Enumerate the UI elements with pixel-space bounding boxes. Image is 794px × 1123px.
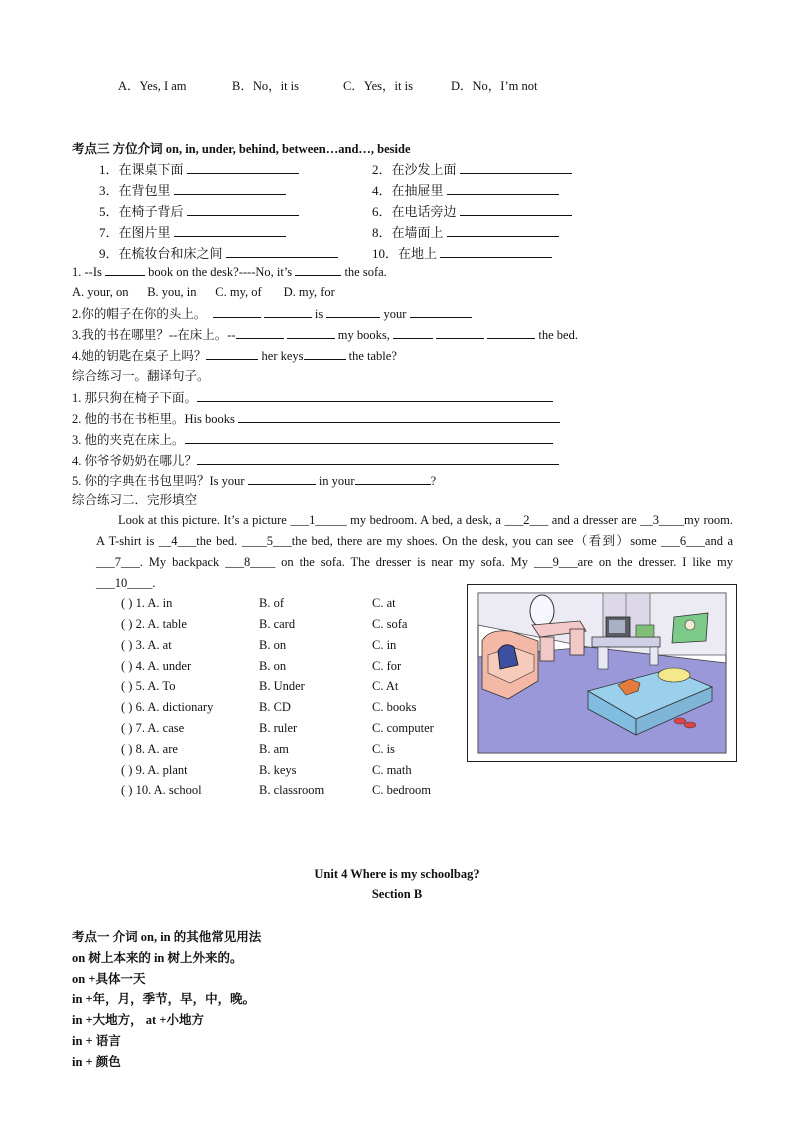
practice1-heading: 综合练习一。翻译句子。 [72,369,210,383]
usage-line: on 树上本来的 in 树上外来的。 [72,951,243,965]
cloze-passage: Look at this picture. It’s a picture ___1_____ my bedroom. A bed, a desk, a ___2___ and a dresser are __3____my room. A T-shirt is __4___the bed. ____5___the bed, there are my shoes. On the desk, you can see（看到）some ___6___and a ___7___. My backpack ___8____ on the sofa. The dresser is near my sofa. My ___9___are on the dresser. I like my ___10____. [96,513,733,590]
option-d: D．No，I’m not [451,79,538,93]
cloze-option-a: ( ) 9. A. plant [121,763,188,777]
cloze-option-b: B. CD [259,700,291,714]
usage-line: in +大地方， at +小地方 [72,1013,204,1027]
cloze-option-a: ( ) 6. A. dictionary [121,700,214,714]
usage-line: in + 颜色 [72,1055,121,1069]
option-b: B．No，it is [232,79,300,93]
cloze-option-b: B. of [259,596,284,610]
phrase-item: 8．在墙面上 [372,222,559,241]
cloze-option-b: B. classroom [259,783,325,797]
cloze-option-c: C. sofa [372,617,408,631]
unit-title: Unit 4 Where is my schoolbag? [314,867,480,881]
cloze-option-a: ( ) 2. A. table [121,617,187,631]
cloze-option-b: B. ruler [259,721,298,735]
usage-line: in + 语言 [72,1034,121,1048]
cloze-option-a: ( ) 8. A. are [121,742,178,756]
bedroom-picture [467,584,737,762]
exercise-1-options: A. your, on B. you, in C. my, of D. my, for [72,285,335,299]
phrase-item: 1．在课桌下面 [99,159,299,178]
cloze-option-b: B. on [259,659,287,673]
cloze-option-a: ( ) 7. A. case [121,721,185,735]
translate-item: 1. 那只狗在椅子下面。 [72,389,553,406]
phrase-item: 5．在椅子背后 [99,201,299,220]
cloze-option-b: B. Under [259,679,305,693]
usage-line: in +年，月，季节，早，中，晚。 [72,992,256,1006]
phrase-item: 10．在地上 [372,243,552,262]
cloze-option-c: C. math [372,763,412,777]
cloze-option-c: C. bedroom [372,783,432,797]
exercise-1: 1. --Is book on the desk?----No, it’s the sofa. [72,265,387,279]
phrase-item: 2．在沙发上面 [372,159,572,178]
cloze-option-a: ( ) 5. A. To [121,679,176,693]
option-a: A．Yes, I am [118,79,187,93]
unit-section: Section B [371,887,423,901]
section3-heading: 考点三 方位介词 on, in, under, behind, between…and…, beside [72,142,411,156]
cloze-option-c: C. At [372,679,399,693]
cloze-option-b: B. card [259,617,296,631]
usage-line: on +具体一天 [72,972,146,986]
point1-heading: 考点一 介词 on, in 的其他常见用法 [72,930,262,944]
translate-item: 2. 他的书在书柜里。His books [72,410,560,427]
cloze-option-c: C. computer [372,721,434,735]
phrase-item: 9．在梳妆台和床之间 [99,243,338,262]
cloze-option-b: B. on [259,638,287,652]
phrase-item: 3．在背包里 [99,180,286,199]
exercise-3: 3.我的书在哪里？--在床上。-- my books, the bed. [72,328,578,342]
translate-item: 4. 你爷爷奶奶在哪儿？ [72,452,559,469]
option-c: C．Yes，it is [343,79,413,93]
cloze-option-a: ( ) 3. A. at [121,638,172,652]
practice2-heading: 综合练习二．完形填空 [72,493,198,507]
exercise-4: 4.她的钥匙在桌子上吗？ her keys the table? [72,349,397,363]
cloze-option-c: C. books [372,700,417,714]
phrase-item: 4．在抽屉里 [372,180,559,199]
cloze-option-c: C. is [372,742,395,756]
cloze-option-c: C. for [372,659,402,673]
cloze-option-a: ( ) 1. A. in [121,596,173,610]
phrase-item: 6．在电话旁边 [372,201,572,220]
cloze-option-a: ( ) 4. A. under [121,659,192,673]
cloze-option-b: B. am [259,742,289,756]
translate-item: 5. 你的字典在书包里吗？Is your in your ? [72,474,437,488]
cloze-option-c: C. at [372,596,396,610]
cloze-option-c: C. in [372,638,397,652]
cloze-option-b: B. keys [259,763,297,777]
phrase-item: 7．在图片里 [99,222,286,241]
bedroom-illustration [468,585,736,761]
cloze-option-a: ( ) 10. A. school [121,783,202,797]
translate-item: 3. 他的夹克在床上。 [72,431,553,448]
exercise-2: 2.你的帽子在你的头上。 is your [72,305,472,322]
